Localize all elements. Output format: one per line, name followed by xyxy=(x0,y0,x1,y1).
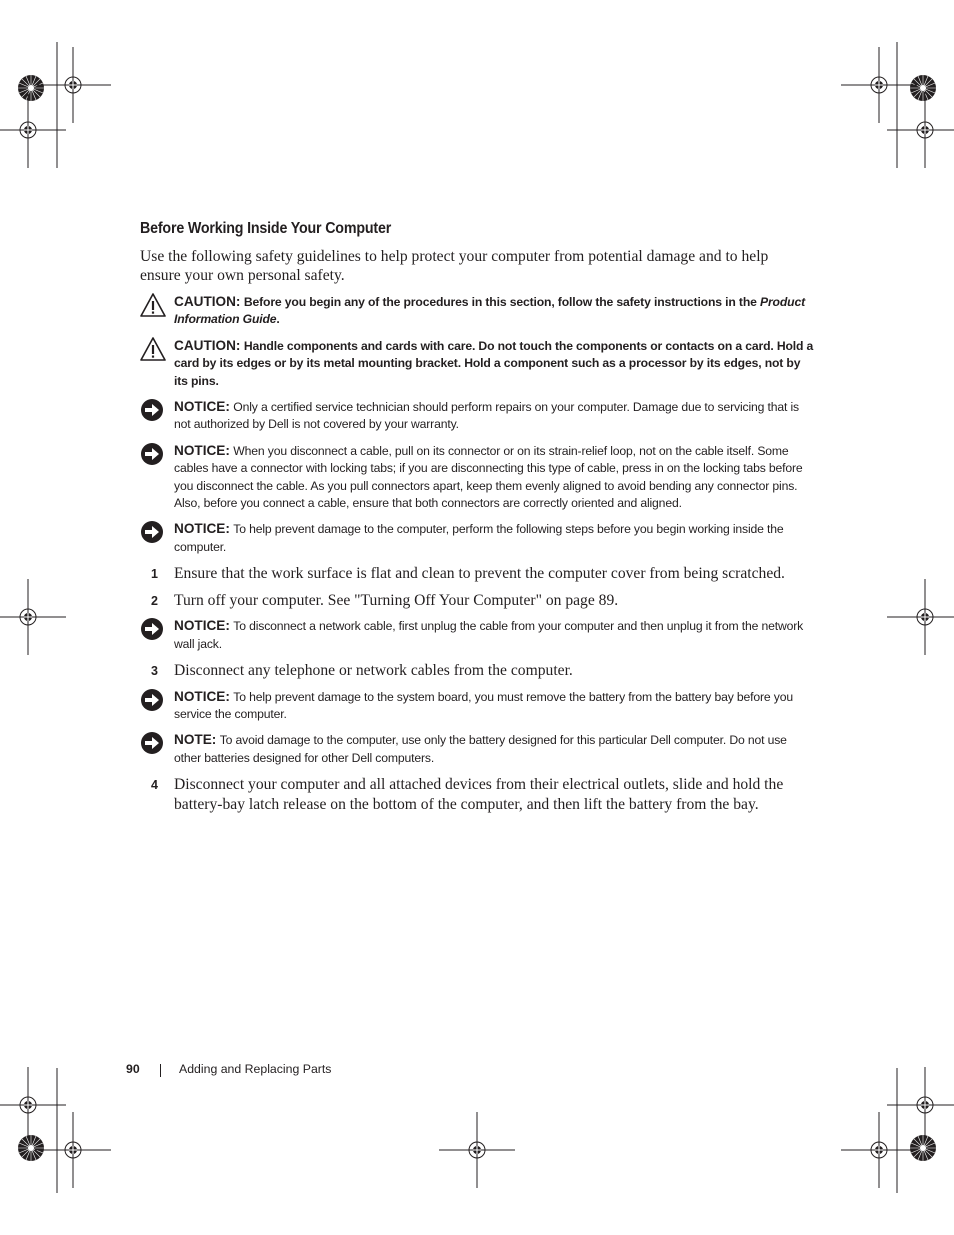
footer-divider xyxy=(160,1064,161,1077)
registration-mark xyxy=(841,1112,917,1188)
caution-label: CAUTION: xyxy=(174,294,241,309)
caution-text: Handle components and cards with care. Do not touch the components or contacts on a card. Hold a card by its edges or by its metal mounting bracket. Hold a component such as a processor by its edges, not by its pins. xyxy=(174,338,814,388)
intro-paragraph: Use the following safety guidelines to help protect your computer from potential damage and to help ensure your own personal safety. xyxy=(140,248,769,284)
notice-text: To help prevent damage to the system board, you must remove the battery from the battery bay before you service the computer. xyxy=(174,689,793,721)
notice-text: To help prevent damage to the computer, perform the following steps before you begin working inside the computer. xyxy=(174,522,784,554)
caution-triangle-icon xyxy=(140,337,166,363)
notice-label: NOTICE: xyxy=(174,521,230,537)
step-number: 4 xyxy=(151,778,158,793)
step-text: Disconnect any telephone or network cables from the computer. xyxy=(174,662,573,680)
notice-label: NOTICE: xyxy=(174,442,230,458)
notice-arrow-icon xyxy=(140,688,166,714)
notice-arrow-icon xyxy=(140,520,166,546)
notice-label: NOTICE: xyxy=(174,399,230,415)
step-text: Ensure that the work surface is flat and clean to prevent the computer cover from being scratched. xyxy=(174,565,785,583)
notice-text: To disconnect a network cable, first unplug the cable from your computer and then unplug it from the network wall jack. xyxy=(174,619,804,651)
section-heading: Before Working Inside Your Computer xyxy=(140,220,392,237)
caution-label: CAUTION: xyxy=(174,337,241,353)
page-number: 90 xyxy=(126,1062,140,1076)
page-content xyxy=(140,220,815,821)
note-arrow-icon xyxy=(140,731,166,757)
color-bar-mark xyxy=(910,1135,936,1161)
note-text: To avoid damage to the computer, use only the battery designed for this particular Dell computer. Do not use other batteries designed for other Dell computers. xyxy=(174,733,787,765)
document-reference: Product Information Guide xyxy=(174,295,805,327)
caution-text: Before you begin any of the procedures in this section, follow the safety instructions in the Product Information Guide. xyxy=(174,295,805,327)
color-bar-mark xyxy=(18,75,44,101)
registration-mark xyxy=(0,1067,66,1143)
step-number: 1 xyxy=(151,567,158,582)
step-number: 2 xyxy=(151,593,158,608)
step-item xyxy=(140,775,814,814)
caution-block xyxy=(140,293,814,329)
registration-mark xyxy=(35,1112,111,1188)
notice-label: NOTICE: xyxy=(174,688,230,704)
notice-block xyxy=(140,520,814,556)
notice-block xyxy=(140,442,814,513)
registration-mark xyxy=(35,47,111,123)
step-item xyxy=(140,661,814,681)
step-text: Disconnect your computer and all attached devices from their electrical outlets, slide and hold the battery-bay latch release on the bottom of the computer, and then lift the battery from the bay. xyxy=(174,776,784,813)
registration-mark xyxy=(887,579,954,655)
note-label: NOTE: xyxy=(174,732,217,748)
notice-arrow-icon xyxy=(140,617,166,643)
footer-section-name: Adding and Replacing Parts xyxy=(179,1062,332,1076)
caution-triangle-icon xyxy=(140,293,166,319)
registration-mark xyxy=(439,1112,515,1188)
notice-block xyxy=(140,617,814,653)
notice-block xyxy=(140,398,814,434)
caution-block xyxy=(140,337,814,390)
registration-mark xyxy=(0,92,66,168)
step-item xyxy=(140,564,814,584)
note-block xyxy=(140,731,814,767)
registration-mark xyxy=(841,47,917,123)
notice-text: Only a certified service technician should perform repairs on your computer. Damage due to servicing that is not authorized by Dell is not covered by your warranty. xyxy=(174,400,799,432)
color-bar-mark xyxy=(18,1135,44,1161)
notice-arrow-icon xyxy=(140,442,166,468)
step-text: Turn off your computer. See "Turning Off Your Computer" on page 89. xyxy=(174,591,619,609)
color-bar-mark xyxy=(910,75,936,101)
notice-arrow-icon xyxy=(140,398,166,424)
notice-block xyxy=(140,688,814,724)
notice-label: NOTICE: xyxy=(174,618,230,634)
registration-mark xyxy=(0,579,66,655)
step-item xyxy=(140,591,814,611)
step-number: 3 xyxy=(151,664,158,679)
notice-text: When you disconnect a cable, pull on its connector or on its strain-relief loop, not on the cable itself. Some cables have a connector with locking tabs; if you are disconnecting this type of cable, press in on the locking tabs before you disconnect the cable. As you pull connectors apart, keep them evenly aligned to avoid bending any connector pins. Also, before you connect a cable, ensure that both connectors are correctly oriented and aligned. xyxy=(174,443,803,511)
